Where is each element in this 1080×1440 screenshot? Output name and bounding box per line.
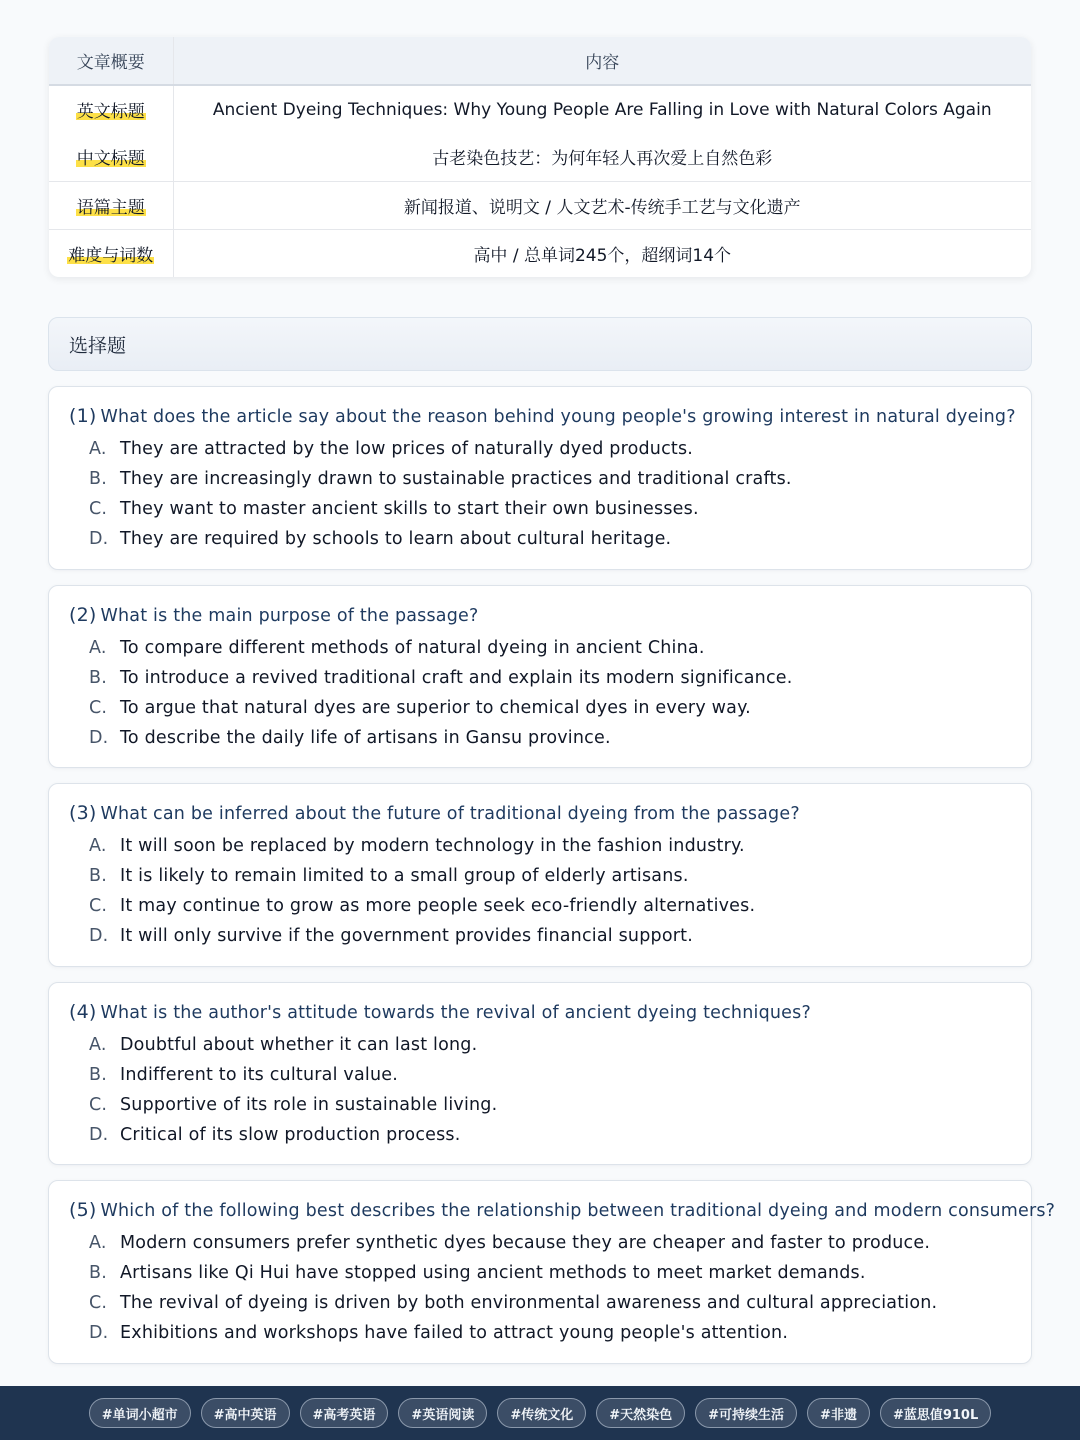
summary-row-difficulty — [49, 229, 1031, 277]
summary-value: Ancient Dyeing Techniques: Why Young People Are Falling in Love with Natural Colors Again — [173, 85, 1031, 133]
summary-value: 新闻报道、说明文 / 人文艺术-传统手工艺与文化遗产 — [173, 181, 1031, 229]
summary-label: 难度与词数 — [68, 245, 154, 266]
question-stem — [69, 1195, 1056, 1226]
hashtag[interactable]: #可持续生活 — [695, 1398, 797, 1428]
option-a[interactable] — [89, 1228, 1011, 1258]
option-letter: B. — [89, 866, 107, 886]
option-d[interactable] — [89, 524, 1011, 554]
question-text: What can be inferred about the future of traditional dyeing from the passage? — [100, 804, 800, 824]
option-a[interactable] — [89, 1030, 1011, 1060]
option-letter: A. — [89, 638, 107, 658]
question-card-5 — [48, 1180, 1056, 1364]
option-letter: D. — [89, 1125, 109, 1145]
question-number: (3) — [69, 802, 97, 824]
option-list — [69, 1030, 1011, 1150]
section-title: 选择题 — [48, 317, 1032, 371]
hashtag[interactable]: #英语阅读 — [398, 1398, 487, 1428]
option-b[interactable] — [89, 1258, 1011, 1288]
question-number: (2) — [69, 604, 97, 626]
question-card-2 — [48, 585, 1032, 768]
summary-value: 古老染色技艺：为何年轻人再次爱上自然色彩 — [432, 149, 773, 170]
option-letter: B. — [89, 1065, 107, 1085]
option-c[interactable] — [89, 693, 1011, 723]
summary-row-english-title — [49, 85, 1031, 133]
option-list — [69, 434, 1011, 554]
option-d[interactable] — [89, 1120, 1011, 1150]
option-text: They are increasingly drawn to sustainable practices and traditional crafts. — [120, 469, 792, 489]
option-text: To argue that natural dyes are superior to chemical dyes in every way. — [120, 698, 751, 718]
hashtag[interactable]: #高考英语 — [300, 1398, 389, 1428]
option-b[interactable] — [89, 464, 1011, 494]
hashtag[interactable]: #天然染色 — [596, 1398, 685, 1428]
option-text: Indifferent to its cultural value. — [120, 1065, 398, 1085]
summary-header-label: 文章概要 — [49, 37, 173, 85]
question-card-1 — [48, 386, 1032, 570]
summary-row-topic — [49, 181, 1031, 229]
question-text: What does the article say about the reason behind young people's growing interest in natural dyeing? — [100, 407, 1016, 427]
question-card-3 — [48, 783, 1032, 967]
option-b[interactable] — [89, 861, 1011, 891]
option-b[interactable] — [89, 1060, 1011, 1090]
option-letter: A. — [89, 439, 107, 459]
option-text: Doubtful about whether it can last long. — [120, 1035, 478, 1055]
option-d[interactable] — [89, 921, 1011, 951]
hashtag[interactable]: #蓝思值910L — [880, 1398, 991, 1428]
option-letter: A. — [89, 1035, 107, 1055]
hashtag[interactable]: #高中英语 — [201, 1398, 290, 1428]
option-text: It will only survive if the government provides financial support. — [120, 926, 693, 946]
option-letter: B. — [89, 469, 107, 489]
option-letter: A. — [89, 836, 107, 856]
option-letter: D. — [89, 1323, 109, 1343]
question-text: What is the author's attitude towards the revival of ancient dyeing techniques? — [100, 1003, 811, 1023]
option-letter: C. — [89, 499, 108, 519]
option-text: Supportive of its role in sustainable living. — [120, 1095, 498, 1115]
question-stem — [69, 401, 1016, 432]
option-text: They want to master ancient skills to start their own businesses. — [120, 499, 699, 519]
option-text: They are required by schools to learn about cultural heritage. — [120, 529, 672, 549]
option-a[interactable] — [89, 434, 1011, 464]
option-text: To compare different methods of natural dyeing in ancient China. — [120, 638, 705, 658]
option-text: The revival of dyeing is driven by both environmental awareness and cultural appreciation. — [120, 1293, 938, 1313]
question-text: Which of the following best describes the relationship between traditional dyeing and modern consumers? — [100, 1201, 1056, 1221]
summary-row-chinese-title — [49, 133, 1031, 181]
summary-label: 语篇主题 — [76, 197, 145, 218]
article-summary-table — [49, 37, 1031, 277]
question-stem — [69, 997, 1011, 1028]
hashtag[interactable]: #传统文化 — [497, 1398, 586, 1428]
option-c[interactable] — [89, 1090, 1011, 1120]
option-list — [69, 1228, 1011, 1348]
option-text: It is likely to remain limited to a small group of elderly artisans. — [120, 866, 689, 886]
question-number: (4) — [69, 1001, 97, 1023]
tag-bar — [0, 1386, 1080, 1440]
option-text: To describe the daily life of artisans in Gansu province. — [120, 728, 611, 748]
option-letter: C. — [89, 1095, 108, 1115]
option-c[interactable] — [89, 891, 1011, 921]
option-text: Exhibitions and workshops have failed to attract young people's attention. — [120, 1323, 789, 1343]
option-a[interactable] — [89, 633, 1011, 663]
option-letter: C. — [89, 698, 108, 718]
option-text: Critical of its slow production process. — [120, 1125, 461, 1145]
option-text: It may continue to grow as more people seek eco-friendly alternatives. — [120, 896, 756, 916]
option-text: Modern consumers prefer synthetic dyes because they are cheaper and faster to produce. — [120, 1233, 931, 1253]
option-letter: D. — [89, 728, 109, 748]
option-a[interactable] — [89, 831, 1011, 861]
hashtag[interactable]: #单词小超市 — [89, 1398, 191, 1428]
summary-header-row — [49, 37, 1031, 85]
question-stem — [69, 798, 1011, 829]
option-c[interactable] — [89, 1288, 1011, 1318]
option-text: They are attracted by the low prices of naturally dyed products. — [120, 439, 694, 459]
summary-label: 中文标题 — [76, 149, 145, 170]
option-b[interactable] — [89, 663, 1011, 693]
option-list — [69, 633, 1011, 753]
option-letter: A. — [89, 1233, 107, 1253]
option-d[interactable] — [89, 1318, 1011, 1348]
summary-value: 高中 / 总单词245个，超纲词14个 — [173, 229, 1031, 277]
summary-header-content: 内容 — [173, 37, 1031, 85]
question-card-4 — [48, 982, 1032, 1165]
option-letter: C. — [89, 1293, 108, 1313]
option-letter: D. — [89, 529, 109, 549]
hashtag[interactable]: #非遗 — [807, 1398, 870, 1428]
option-text: It will soon be replaced by modern technology in the fashion industry. — [120, 836, 745, 856]
option-letter: D. — [89, 926, 109, 946]
option-letter: C. — [89, 896, 108, 916]
option-text: Artisans like Qi Hui have stopped using ancient methods to meet market demands. — [120, 1263, 866, 1283]
option-letter: B. — [89, 1263, 107, 1283]
question-stem — [69, 600, 1011, 631]
option-d[interactable] — [89, 723, 1011, 753]
option-letter: B. — [89, 668, 107, 688]
question-text: What is the main purpose of the passage? — [100, 606, 479, 626]
summary-label: 英文标题 — [76, 102, 145, 122]
question-number: (5) — [69, 1199, 97, 1221]
option-list — [69, 831, 1011, 951]
question-number: (1) — [69, 405, 97, 427]
option-text: To introduce a revived traditional craft and explain its modern significance. — [120, 668, 793, 688]
option-c[interactable] — [89, 494, 1011, 524]
